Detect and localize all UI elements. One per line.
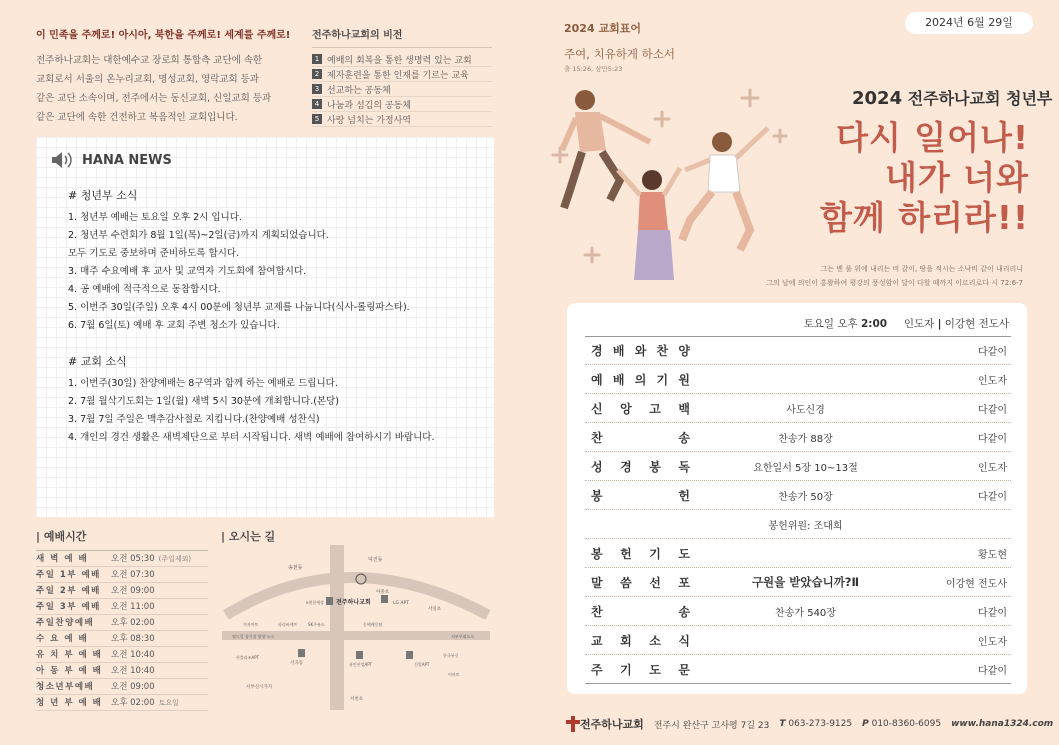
order-item-leader: 다같이	[978, 607, 1007, 619]
service-note: (주일제외)	[158, 555, 192, 563]
verse-line: 그는 벤 풀 위에 내리는 비 같이, 땅을 적시는 소낙비 같이 내리리니	[820, 265, 1023, 273]
service-day: 토요일 오후	[803, 318, 858, 330]
order-item-detail: 찬송가 50장	[778, 491, 833, 503]
vision-title: 전주하나교회의 비전	[312, 26, 492, 48]
service-time: 오전 11:00	[111, 602, 155, 612]
cross-logo-icon	[566, 716, 580, 732]
map-label: 동에배몽탑	[363, 622, 383, 627]
news-item: 1. 청년부 예배는 토요일 오후 2시 입니다.	[68, 212, 242, 223]
service-name: 새 벽 예 배	[36, 554, 89, 564]
intro-line: 같은 교단에 속한 건전하고 복음적인 교회입니다.	[36, 112, 238, 123]
vision-item	[312, 112, 492, 127]
vision-item	[312, 67, 492, 82]
service-info: 토요일 오후 2:00 인도자 | 이강현 전도사	[803, 318, 1009, 330]
order-item-leader: 다같이	[978, 665, 1007, 677]
slogan-line: 내가 너와	[884, 158, 1029, 197]
service-time: 오후 08:30	[111, 634, 155, 644]
tel-label: T	[779, 719, 786, 729]
news-item: 5. 이번주 30일(주일) 오후 4시 00분에 청년부 교제를 나눕니다(식사-롤링파스타).	[68, 302, 410, 313]
map-label: 아중초	[376, 590, 390, 595]
order-row	[585, 597, 1011, 626]
service-name: 아 동 부 예 배	[36, 666, 103, 676]
slogan-line: 다시 일어나!	[836, 118, 1029, 157]
map-label: 서부우회도로	[451, 634, 475, 639]
order-rows	[585, 336, 1011, 684]
service-name: 주일 1부 예배	[36, 570, 101, 580]
motto-label: 2024 교회표어	[564, 22, 641, 35]
phone-label: P	[862, 719, 869, 729]
order-item-detail: 사도신경	[786, 404, 825, 416]
org-name: 전주하나교회 청년부	[907, 89, 1053, 108]
church-news	[68, 353, 435, 447]
order-row	[585, 423, 1011, 452]
schedule-row	[36, 663, 208, 679]
vision-num: 1	[312, 54, 322, 64]
service-time: 오전 10:40	[111, 666, 155, 676]
vision-text: 제자훈련을 통한 인재를 기르는 교육	[327, 70, 469, 81]
map-label: 서일초	[428, 607, 442, 612]
service-time: 2:00	[861, 318, 888, 330]
youth-news-title: # 청년부 소식	[68, 189, 138, 202]
phone-number: 010-8360-6095	[871, 719, 942, 729]
order-item-name: 찬 송	[591, 604, 690, 619]
news-item: 6. 7월 6일(토) 예배 후 교회 주변 청소가 있습니다.	[68, 320, 280, 331]
vision-num: 4	[312, 99, 322, 109]
address: 전주시 완산구 고사평 7길 23	[653, 720, 770, 731]
intro-heading: 이 민족을 주께로! 아시아, 북한을 주께로! 세계를 주께로!	[36, 30, 291, 41]
vision-text: 사랑 넘치는 가정사역	[327, 115, 411, 126]
schedule-row	[36, 599, 208, 615]
schedule-row	[36, 679, 208, 695]
map-label: 가자마트	[243, 622, 259, 627]
map-title: | 오시는 길	[221, 530, 276, 543]
service-time: 오후 02:00	[111, 698, 155, 708]
telephone	[779, 719, 852, 729]
news-panel	[36, 137, 494, 517]
intro-line: 교회로서 서울의 온누리교회, 명성교회, 영락교회 등과	[36, 74, 260, 85]
map-label: 신일APT	[414, 662, 430, 667]
church-news-title: # 교회 소식	[68, 355, 127, 368]
directions-map	[218, 545, 498, 710]
motto-text: 주여, 치유하게 하소서	[564, 47, 675, 61]
logo-text: 전주하나교회	[580, 718, 644, 731]
map-label: 한국통신	[443, 653, 459, 658]
map-label: 서곡동	[290, 661, 304, 666]
map-road	[330, 545, 344, 710]
intro-line: 같은 교단 소속이며, 전주에서는 동신교회, 신일교회 등과	[36, 93, 272, 104]
scripture-verse	[766, 262, 1023, 290]
mobile	[862, 719, 941, 729]
service-name: 유 치 부 예 배	[36, 650, 103, 660]
org-title	[852, 86, 1052, 109]
map-label: 산불리조APT	[236, 655, 260, 660]
news-item: 2. 청년부 수련회가 8월 1일(목)~2일(금)까지 계획되었습니다.	[68, 230, 329, 241]
order-item-detail: 봉헌위원: 조대희	[768, 520, 843, 532]
service-time: 오후 02:00	[111, 618, 155, 628]
service-name: 청소년부예배	[36, 682, 95, 692]
news-item: 모두 기도로 중보하며 준비하도록 합시다.	[68, 248, 240, 259]
order-item-leader: 인도자	[978, 636, 1007, 648]
worship-schedule	[36, 528, 208, 711]
schedule-row	[36, 631, 208, 647]
schedule-title: | 예배시간	[36, 530, 87, 543]
order-item-name: 찬 송	[591, 430, 690, 445]
order-row	[585, 336, 1011, 365]
order-item-leader: 이강현 전도사	[945, 578, 1007, 590]
news-item: 2. 7월 월삭기도회는 1일(월) 새벽 5시 30분에 개최합니다.(본당)	[68, 396, 339, 407]
jumping-people-illustration	[540, 80, 790, 300]
order-item-leader: 다같이	[978, 433, 1007, 445]
service-name: 청 년 부 예 배	[36, 698, 103, 708]
service-note: 토요일	[158, 699, 179, 707]
slogan-line: 함께 하리라!!	[820, 198, 1029, 237]
vision-text: 나눔과 섬김의 공동체	[327, 100, 411, 111]
church-intro	[36, 26, 296, 127]
order-item-detail: 요한일서 5장 10~13절	[753, 462, 858, 474]
service-time: 오전 09:00	[111, 682, 155, 692]
order-item-leader: 다같이	[978, 347, 1007, 358]
vision-text: 예배의 회복을 통한 생명력 있는 교회	[327, 55, 472, 66]
order-item-name: 경 배 와 찬 양	[591, 344, 690, 358]
speaker-icon	[50, 151, 74, 169]
order-item-name: 말 씀 선 포	[591, 575, 690, 590]
vision-num: 3	[312, 84, 322, 94]
vision-num: 2	[312, 69, 322, 79]
verse-line: 그의 날에 의인이 흥왕하여 평강의 풍성함이 달이 다할 때까지 이르리로다 시 72:6-7	[766, 279, 1023, 287]
leader-label: 인도자	[903, 318, 935, 330]
schedule-row	[36, 567, 208, 583]
order-item-name: 예 배 의 기 원	[591, 372, 690, 387]
vision-item	[312, 82, 492, 97]
service-name: 수 요 예 배	[36, 634, 89, 644]
order-item-name: 신 앙 고 백	[591, 401, 690, 416]
order-row	[585, 568, 1011, 597]
schedule-row	[36, 615, 208, 631]
service-name: 주일 2부 예배	[36, 586, 101, 596]
order-item-detail: 찬송가 540장	[775, 607, 836, 619]
tel-number: 063-273-9125	[788, 719, 853, 729]
map-label: 이마트	[448, 672, 460, 677]
org-year: 2024	[852, 88, 903, 109]
motto-ref: 출 15:26, 삼만5:23	[564, 65, 623, 73]
map-label: 서부신시가지	[246, 685, 273, 690]
order-item-name: 성 경 봉 독	[591, 459, 690, 474]
order-of-service	[567, 303, 1027, 694]
map-label: 서천초	[350, 697, 364, 702]
service-time: 오전 07:30	[111, 570, 155, 580]
vision-list	[312, 26, 492, 127]
schedule-row	[36, 695, 208, 711]
service-name: 주일 3부 예배	[36, 602, 101, 612]
schedule-rows	[36, 550, 208, 711]
schedule-row	[36, 551, 208, 567]
map-label: 유인산업APT	[349, 662, 373, 667]
news-item: 4. 공 예배에 적극적으로 동참합시다.	[68, 284, 221, 295]
order-item-leader: 황도현	[978, 549, 1007, 561]
service-name: 주일찬양예배	[36, 618, 95, 628]
news-title: HANA NEWS	[82, 152, 172, 168]
order-item-detail: 구원을 받았습니까?Ⅱ	[751, 575, 860, 589]
order-row	[585, 481, 1011, 510]
leader-name: 이강현 전도사	[944, 318, 1009, 330]
order-row	[585, 539, 1011, 568]
order-row	[585, 394, 1011, 423]
map-label: e편한세상	[306, 600, 324, 605]
news-header	[50, 151, 172, 169]
vision-num: 5	[312, 114, 322, 124]
church-logo	[566, 716, 644, 732]
order-item-leader: 다같이	[978, 491, 1007, 503]
vision-text: 선교하는 공동체	[327, 85, 391, 96]
schedule-row	[36, 583, 208, 599]
order-item-name: 주 기 도 문	[591, 662, 690, 677]
footer	[566, 716, 1053, 732]
service-time: 오전 05:30	[111, 554, 155, 564]
schedule-row	[36, 647, 208, 663]
news-item: 1. 이번주(30일) 찬양예배는 8구역과 함께 하는 예배로 드립니다.	[68, 378, 338, 389]
service-time: 오전 10:40	[111, 650, 155, 660]
map-label: 송천동	[288, 565, 303, 571]
order-item-leader: 인도자	[978, 462, 1007, 474]
news-item: 4. 개인의 경건 생활은 새벽제단으로 부터 시작됩니다. 새벽 예배에 참여하시기 바랍니다.	[68, 432, 435, 443]
vision-item	[312, 52, 492, 67]
order-item-leader: 인도자	[978, 375, 1007, 387]
news-item: 3. 7월 7일 주일은 맥추감사절로 지킵니다.(찬양예배 성찬식)	[68, 414, 320, 425]
order-row	[585, 510, 1011, 539]
map-label: LG APT	[393, 601, 409, 606]
slogan	[820, 118, 1029, 238]
youth-news	[68, 187, 410, 335]
order-row	[585, 365, 1011, 394]
map-label: 덕진동	[368, 557, 383, 563]
intro-line: 전주하나교회는 대한예수교 장로회 통합측 교단에 속한	[36, 55, 263, 66]
order-item-leader: 다같이	[978, 404, 1007, 416]
website-link[interactable]: www.hana1324.com	[951, 719, 1054, 729]
service-time: 오전 09:00	[111, 586, 155, 596]
map-label: 파리바게뜨	[278, 622, 298, 627]
map-label: SK주유소	[308, 622, 325, 627]
order-row	[585, 655, 1011, 684]
order-item-name: 교 회 소 식	[591, 633, 690, 648]
map-church: 전주하나교회	[336, 599, 371, 606]
church-motto	[564, 20, 675, 73]
map-label: 월드컵 경기장 방향 도로	[232, 634, 275, 639]
order-row	[585, 452, 1011, 481]
order-item-name: 봉 헌	[591, 488, 690, 503]
date-badge: 2024년 6월 29일	[905, 12, 1033, 34]
order-item-name: 봉 헌 기 도	[591, 546, 690, 561]
vision-item	[312, 97, 492, 112]
order-item-detail: 찬송가 88장	[778, 433, 833, 445]
order-row	[585, 626, 1011, 655]
news-item: 3. 매주 수요예배 후 교사 및 교역자 기도회에 참여합시다.	[68, 266, 307, 277]
